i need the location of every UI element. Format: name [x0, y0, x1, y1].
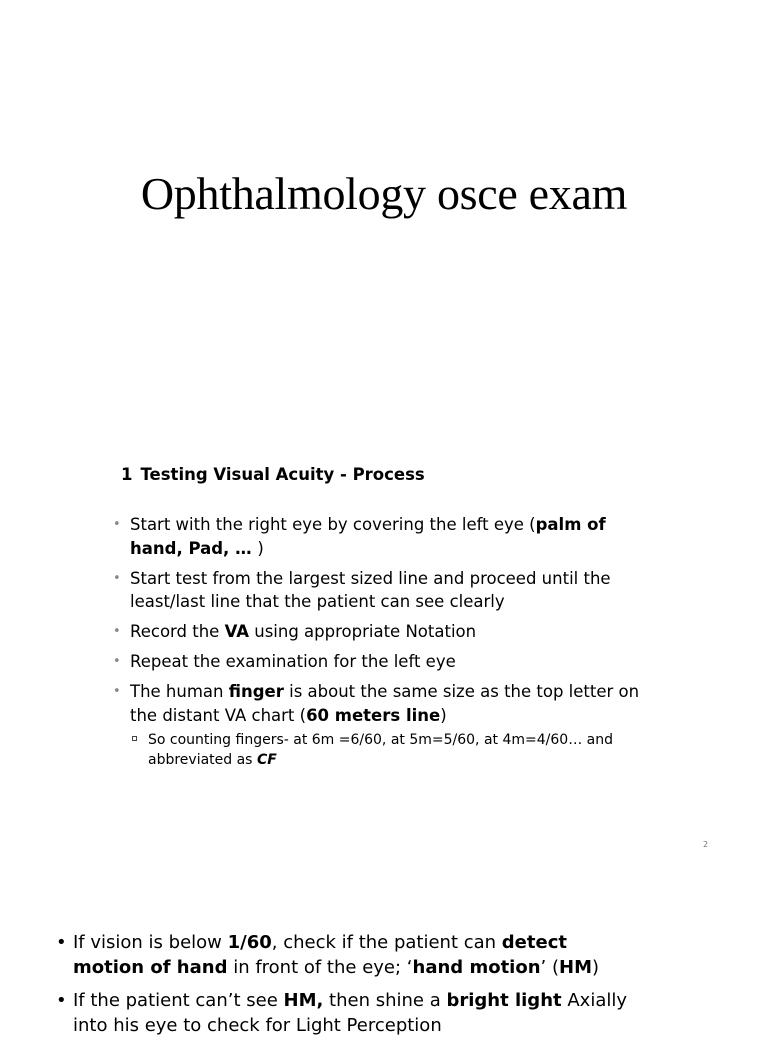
sub-list-item	[130, 730, 642, 770]
list-item	[112, 567, 642, 614]
text-run: So counting fingers- at 6m =6/60, at 5m=5/60, at 4m=4/60… and abbreviated as	[148, 732, 613, 768]
text-run: )	[591, 957, 600, 978]
bullet-dot-icon: •	[113, 684, 121, 699]
text-run: is about the same size as the top letter on the distant VA chart (	[130, 682, 640, 725]
list-item	[112, 650, 642, 674]
bullet-dot-icon: •	[113, 624, 121, 639]
text-run: then shine a	[323, 990, 447, 1011]
sub-bullet-list	[130, 730, 642, 770]
text-run-bold: palm	[535, 515, 582, 534]
text-run-bold: HM,	[283, 990, 324, 1011]
bullet-list	[112, 513, 642, 777]
list-item	[112, 620, 642, 644]
page-number: 2	[703, 840, 709, 849]
text-run-bold: hand motion	[412, 957, 541, 978]
text-run-bold: HM	[559, 957, 592, 978]
text-run-bold: 60 meters line	[306, 705, 441, 725]
text-run: The human	[130, 682, 229, 701]
bullet-dot-icon: •	[56, 932, 67, 953]
text-run-bold: bright light	[446, 990, 562, 1011]
bullet-list	[56, 930, 636, 1046]
text-run-bold: 1/60	[227, 932, 272, 953]
text-run: Record the	[130, 622, 225, 641]
text-run-bold: , Pad, …	[176, 538, 258, 558]
text-run: If the patient can’t see	[73, 990, 284, 1011]
square-bullet-icon	[132, 736, 137, 741]
text-run: ’ (	[540, 957, 559, 978]
page-title: Ophthalmology osce exam	[140, 168, 628, 219]
list-item	[112, 680, 642, 770]
text-run: )	[440, 705, 447, 725]
list-item	[112, 513, 642, 560]
text-run: Axially into his eye to check for Light Perception	[73, 990, 627, 1036]
text-run: If vision is below	[73, 932, 228, 953]
bullet-dot-icon: •	[113, 517, 121, 532]
section-heading-text: Testing Visual Acuity - Process	[140, 465, 425, 484]
bullet-dot-icon: •	[56, 990, 67, 1011]
text-run: Start with the right eye by covering the left eye (	[130, 515, 536, 534]
text-run-bold: of hand	[130, 515, 606, 558]
list-item	[56, 930, 636, 980]
text-run-bold: finger	[228, 682, 284, 701]
text-run-bold-italic: CF	[256, 752, 277, 768]
list-item	[56, 988, 636, 1038]
text-run: )	[257, 538, 264, 558]
text-run-bold: VA	[224, 622, 249, 641]
section-number: 1	[121, 465, 133, 484]
text-run: in front of the eye; ‘	[227, 957, 413, 978]
text-run: Start test from the largest sized line and proceed until the least/last line that the patient can see clearly	[130, 568, 611, 611]
text-run: Repeat the examination for the left eye	[130, 652, 456, 671]
section-heading	[121, 463, 425, 487]
bullet-dot-icon: •	[113, 570, 121, 586]
bullet-dot-icon: •	[113, 654, 121, 669]
text-run-bold: detect motion of hand	[73, 932, 567, 978]
text-run: using appropriate Notation	[249, 622, 477, 641]
text-run: , check if the patient can	[271, 932, 502, 953]
